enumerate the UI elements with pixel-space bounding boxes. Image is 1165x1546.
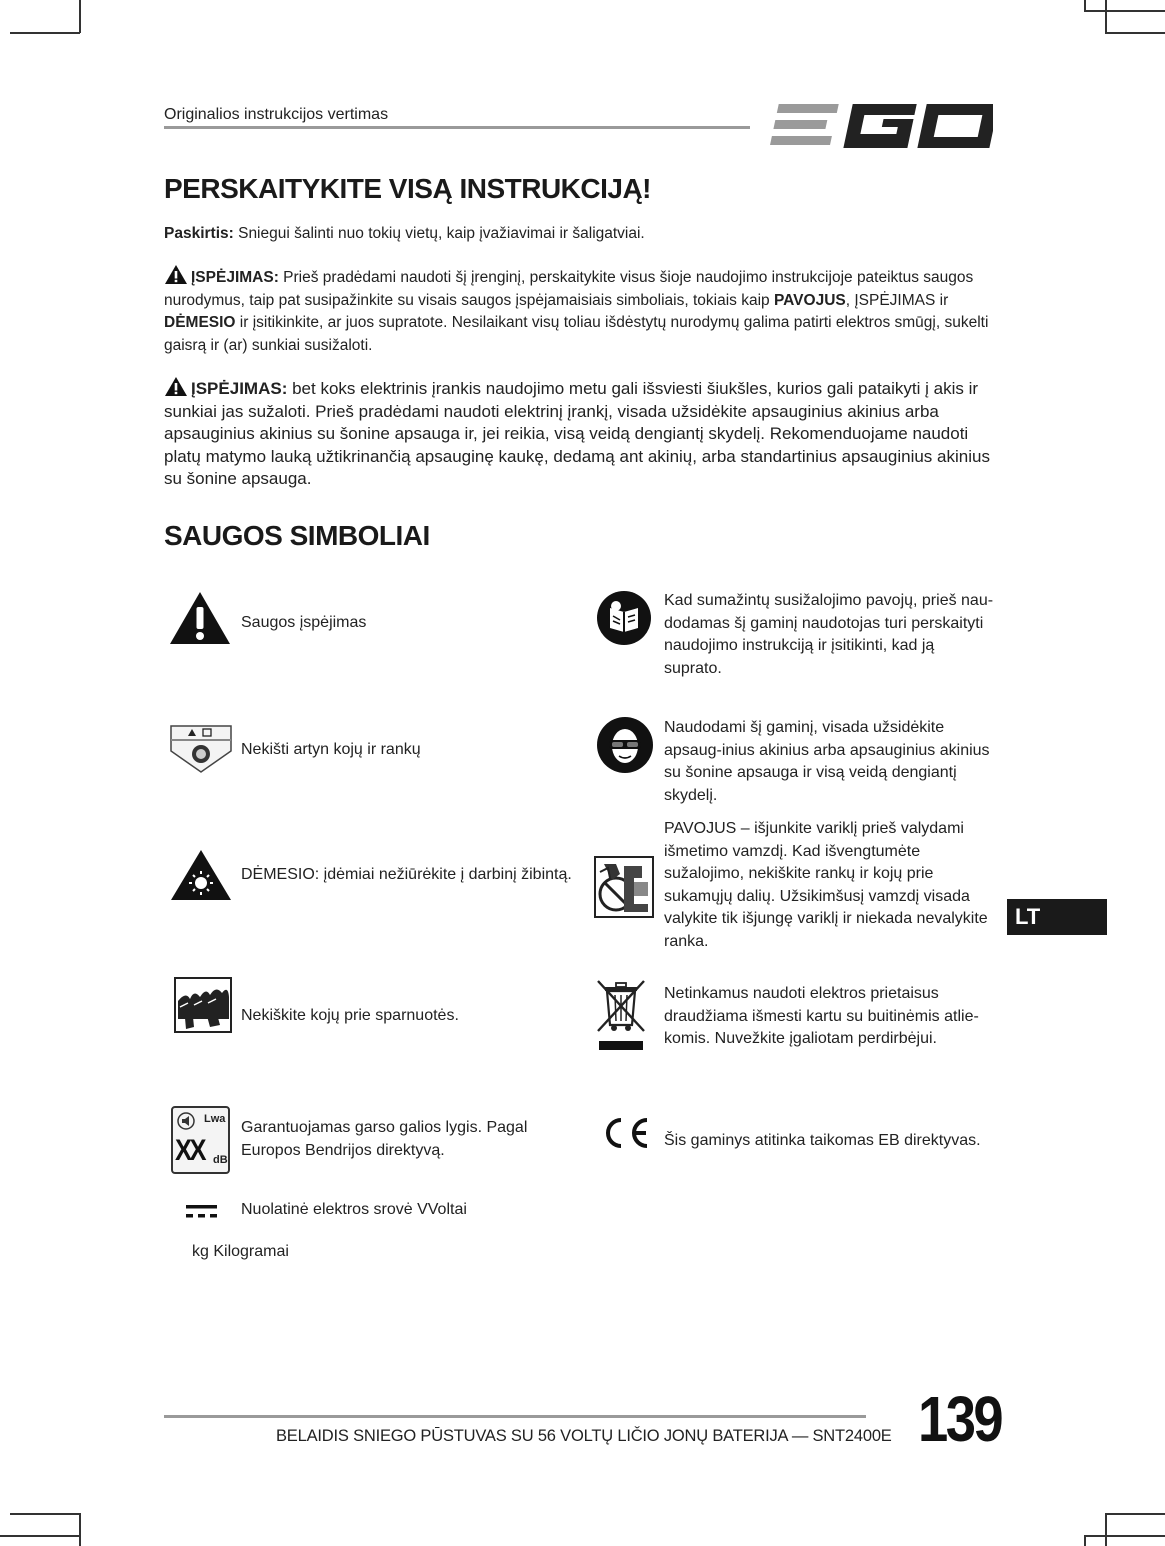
warning-text: bet koks elektrinis įrankis naudojimo metu gali išsviesti šiukšles, kurios gali pataikyti į akis ir sunkiai jas sužaloti. Prieš pradėdami naudoti elektrinį įrankį, visada užsidėkite apsauginius akinius arba apsauginius akinius su šonine apsauga ir, jei reikia, visą veidą dengiantį skydelį. Rekomenduojame naudoti platų matymo lauką užtikrinančią apsauginę kaukę, dedamą ant akinių, arba standartinius apsauginius akinius su šonine apsauga. <box>164 379 990 488</box>
footer-title: BELAIDIS SNIEGO PŪSTUVAS SU 56 VOLTŲ LIČIO JONŲ BATERIJA — SNT2400E <box>276 1427 892 1445</box>
symbol-text: Garantuojamas garso galios lygis. Pagal Europos Bendrijos direktyvą. <box>241 1119 528 1159</box>
warning-paragraph-1 <box>164 264 994 357</box>
symbol-text: Kad sumažintų susižalojimo pavojų, prieš nau-dodamas šį gaminį naudotojas turi perskaityti naudojimo instrukciją ir įsitikinti, kad ją suprato. <box>664 592 994 677</box>
keep-hands-feet-away-icon <box>170 725 232 773</box>
symbol-text: DĖMESIO: įdėmiai nežiūrėkite į darbinį žibintą. <box>241 866 572 883</box>
speaker-icon <box>176 1111 200 1131</box>
page-number: 139 <box>918 1383 1002 1455</box>
warning-triangle-icon <box>164 376 188 397</box>
warning-triangle-icon <box>164 264 188 285</box>
sound-lwa-label: Lwa <box>204 1113 226 1125</box>
clean-chute-danger-icon <box>594 856 654 918</box>
crop-mark <box>10 32 80 34</box>
crop-mark <box>10 1513 80 1515</box>
footer-rule <box>164 1415 866 1418</box>
header-rule <box>164 126 750 129</box>
ce-mark-icon <box>602 1117 650 1149</box>
language-tab: LT <box>1007 899 1107 935</box>
crop-mark <box>1105 1513 1107 1546</box>
sound-level-value: XX <box>175 1134 204 1167</box>
symbol-text: Naudodami šį gaminį, visada užsidėkite apsaug-inius akinius arba apsauginius akinius su šonine apsauga ir visą veidą dengiantį skydelį. <box>664 719 990 804</box>
warning-text: Prieš pradėdami naudoti šį įrenginį, perskaitykite visus šioje naudojimo instrukcijoje pateiktus saugos nurodymus, taip pat susipažinkite su visais saugos įspėjamaisiais simboliais, tokiais kaip <box>164 269 974 309</box>
symbol-text: Nekiškite kojų prie sparnuotės. <box>241 1007 459 1024</box>
header-label: Originalios instrukcijos vertimas <box>164 106 389 123</box>
crop-mark <box>1084 0 1086 11</box>
auger-feet-icon <box>174 977 232 1033</box>
crop-mark <box>1084 10 1165 12</box>
sound-power-icon <box>171 1106 230 1174</box>
symbol-text: Netinkamus naudoti elektros prietaisus draudžiama išmesti kartu su buitinėmis atlie-komis. Nuvežkite įgaliotam perdirbėjui. <box>664 985 979 1047</box>
crop-mark <box>79 0 81 33</box>
purpose-text: Sniegui šalinti nuo tokių vietų, kaip įvažiavimai ir šaligatviai. <box>233 225 645 242</box>
warning-bold-text: DĖMESIO <box>164 314 236 331</box>
crop-mark <box>1084 1535 1165 1537</box>
crop-mark <box>1105 1513 1165 1515</box>
direct-current-icon <box>186 1203 218 1219</box>
symbol-text: Nuolatinė elektros srovė VVoltai <box>241 1201 467 1218</box>
symbol-text: Saugos įspėjimas <box>241 614 367 631</box>
crop-mark <box>79 1513 81 1546</box>
warning-bold-text: PAVOJUS <box>773 291 846 309</box>
sound-level-unit: dB <box>213 1154 228 1166</box>
read-manual-icon <box>596 590 652 646</box>
purpose-label: Paskirtis: <box>164 225 234 242</box>
crop-mark <box>1084 1535 1086 1546</box>
safety-alert-icon <box>168 590 232 646</box>
section-title-safety-symbols: SAUGOS SIMBOLIAI <box>164 520 430 551</box>
symbol-text: Nekišti artyn kojų ir rankų <box>241 741 421 758</box>
eye-protection-icon <box>596 716 654 774</box>
section-title-read-manual: PERSKAITYKITE VISĄ INSTRUKCIJĄ! <box>164 173 651 204</box>
warning-text: , ĮSPĖJIMAS ir <box>845 291 949 309</box>
warning-text: ir įsitikinkite, ar juos supratote. Nesilaikant visų toliau išdėstytų nurodymų galima patirti elektros smūgį, sukelti gaisrą ir (ar) sunkiai susižaloti. <box>164 314 989 354</box>
do-not-stare-light-icon <box>169 848 233 902</box>
ego-logo <box>768 98 993 154</box>
kg-line: kg Kilogramai <box>192 1243 289 1260</box>
crop-mark <box>1105 32 1165 34</box>
symbol-text: Šis gaminys atitinka taikomas EB direktyvas. <box>664 1132 981 1149</box>
warning-paragraph-2 <box>164 376 994 491</box>
purpose-paragraph <box>164 223 994 246</box>
symbol-text: PAVOJUS – išjunkite variklį prieš valydami išmetimo vamzdį. Kad išvengtumėte sužalojimo, nekiškite rankų ir kojų prie sukamųjų dalių. Užsikimšusį vamzdį visada valykite tik išjungę variklį ir niekada nevalykite ranka. <box>664 820 988 950</box>
crop-mark <box>0 1535 80 1537</box>
warning-label: ĮSPĖJIMAS: <box>191 379 288 398</box>
warning-label: ĮSPĖJIMAS: <box>191 269 279 286</box>
weee-bin-icon <box>594 977 648 1051</box>
crop-mark <box>1105 0 1107 33</box>
